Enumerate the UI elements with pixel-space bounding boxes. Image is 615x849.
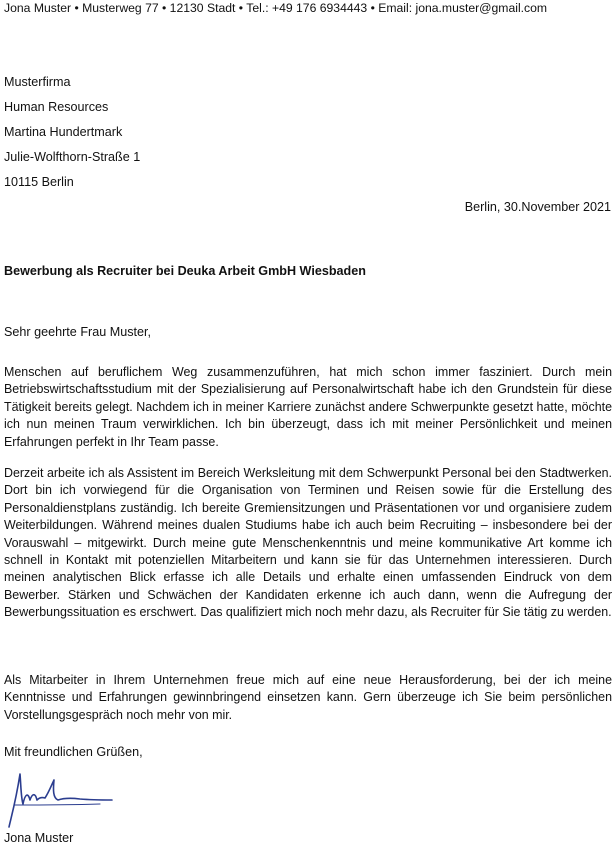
signature-stroke: [9, 774, 112, 827]
recipient-city: 10115 Berlin: [4, 175, 74, 189]
letter-date: Berlin, 30.November 2021: [464, 200, 611, 214]
recipient-name: Martina Hundertmark: [4, 125, 123, 139]
recipient-company: Musterfirma: [4, 75, 71, 89]
paragraph-2: Derzeit arbeite ich als Assistent im Bereich Werksleitung mit dem Schwerpunkt Personal bei den Stadtwerken. Dort bin ich vorwiegend für die Organisation von Terminen und Reisen sowie für die Erstellung des Personaldienstplans zuständig. Ich bereite Gremiensitzungen und Präsentationen vor und organisiere zudem Weiterbildungen. Während meines dualen Studiums habe ich auch beim Recruiting – insbesondere bei der Vorauswahl – mitgewirkt. Durch meine gute Menschenkenntnis und meine kommunikative Art komme ich schnell in Kontakt mit potenziellen Mitarbeitern und kann sie für das Unternehmen interessieren. Durch meinen analytischen Blick erfasse ich alle Details und erhalte einen umfassenden Eindruck von dem Bewerber. Stärken und Schwächen der Kandidaten erkenne ich auch dann, wenn die Aufregung der Bewerbungssituation es erschwert. Das qualifiziert mich noch mehr dazu, als Recruiter für Sie tätig zu werden.: [4, 466, 612, 620]
signature-underline: [14, 804, 100, 805]
recipient-street: Julie-Wolfthorn-Straße 1: [4, 150, 141, 164]
paragraph-1: Menschen auf beruflichem Weg zusammenzuführen, hat mich schon immer fasziniert. Durch mein Betriebswirtschaftsstudium mit der Spezialisierung auf Personalwirtschaft habe ich den Grundstein für diese Tätigkeit bereits gelegt. Nachdem ich in meiner Karriere zunächst andere Schwerpunkte gesetzt hatte, möchte ich nun meinen Traum verwirklichen. Ich bin überzeugt, dass ich mit meiner Persönlichkeit und meinen Erfahrungen perfekt in Ihr Team passe.: [4, 365, 612, 449]
paragraph-3: Als Mitarbeiter in Ihrem Unternehmen freue mich auf eine neue Herausforderung, bei der ich meine Kenntnisse und Erfahrungen gewinnbringend einsetzen kann. Gern überzeuge ich Sie beim persönlichen Vorstellungsgespräch noch mehr von mir.: [4, 673, 612, 722]
salutation: Sehr geehrte Frau Muster,: [4, 325, 151, 339]
closing-greeting: Mit freundlichen Grüßen,: [4, 745, 143, 759]
handwritten-signature: [6, 764, 116, 830]
sender-address-line: Jona Muster • Musterweg 77 • 12130 Stadt • Tel.: +49 176 6934443 • Email: jona.muster@gmail.com: [4, 1, 548, 15]
recipient-department: Human Resources: [4, 100, 109, 114]
letter-subject: Bewerbung als Recruiter bei Deuka Arbeit GmbH Wiesbaden: [4, 264, 366, 278]
signature-name: Jona Muster: [4, 831, 74, 845]
